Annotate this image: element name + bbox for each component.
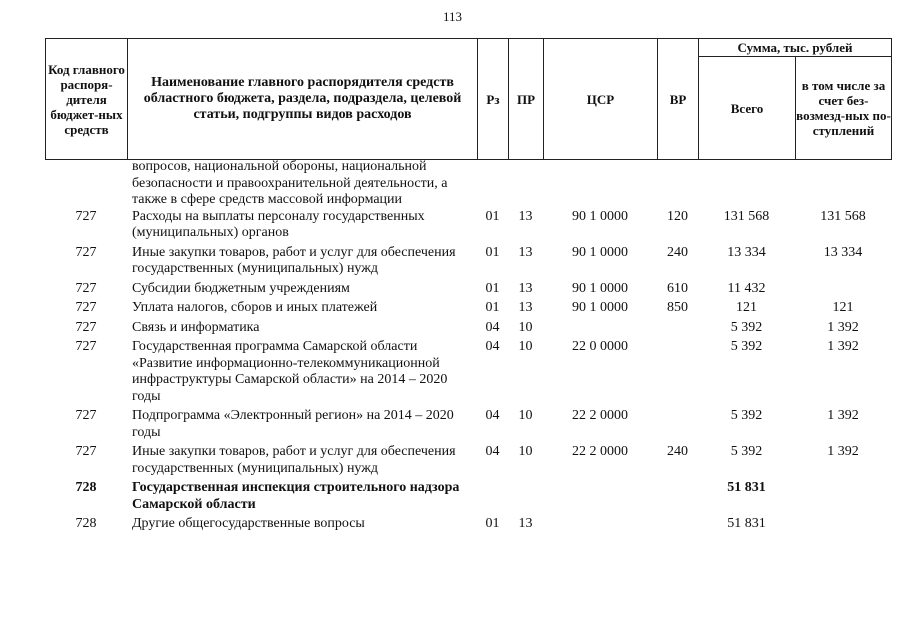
table-row bbox=[45, 281, 891, 301]
table-row bbox=[45, 339, 891, 408]
table-row bbox=[45, 444, 891, 480]
budget-table bbox=[45, 159, 891, 536]
cell-total: 5 392 bbox=[730, 319, 763, 335]
cell-rz: 04 bbox=[485, 339, 500, 354]
cell-csr: 22 2 0000 bbox=[572, 444, 628, 459]
cell-code: 727 bbox=[75, 300, 97, 315]
header-name: Наименование главного распорядителя средств областного бюджета, раздела, подраздела, целевой статьи, подгруппы видов расходов bbox=[128, 39, 478, 160]
cell-name: вопросов, национальной обороны, национальной безопасности и правоохранительной деятельности, а также в сфере средств массовой информации bbox=[132, 159, 448, 207]
cell-total: 5 392 bbox=[730, 444, 763, 459]
cell-free: 1 392 bbox=[827, 319, 859, 335]
cell-csr bbox=[543, 159, 657, 209]
cell-free: 1 392 bbox=[827, 339, 859, 354]
cell-free bbox=[795, 516, 891, 536]
cell-code: 727 bbox=[75, 339, 97, 354]
cell-name: Государственная инспекция строительного надзора Самарской области bbox=[132, 480, 460, 512]
cell-pr: 13 bbox=[518, 300, 533, 315]
header-total: Всего bbox=[699, 57, 796, 160]
cell-pr: 13 bbox=[518, 516, 533, 531]
cell-vr: 240 bbox=[667, 244, 688, 260]
cell-vr: 850 bbox=[667, 300, 688, 315]
cell-total bbox=[698, 159, 795, 209]
cell-name: Расходы на выплаты персоналу государственных (муниципальных) органов bbox=[132, 208, 425, 240]
cell-free: 1 392 bbox=[827, 444, 859, 459]
cell-code: 727 bbox=[75, 244, 97, 260]
page-number: 113 bbox=[442, 9, 463, 24]
header-code: Код главного распоря-дителя бюджет-ных средств bbox=[46, 39, 128, 160]
table-row bbox=[45, 516, 891, 536]
cell-pr: 10 bbox=[518, 408, 533, 423]
cell-rz: 01 bbox=[485, 244, 500, 260]
cell-name: Подпрограмма «Электронный регион» на 2014 – 2020 годы bbox=[132, 408, 454, 440]
cell-pr: 13 bbox=[518, 208, 533, 224]
cell-vr bbox=[657, 480, 698, 516]
cell-csr: 22 0 0000 bbox=[572, 339, 628, 354]
cell-csr: 22 2 0000 bbox=[572, 408, 628, 423]
cell-rz: 04 bbox=[485, 444, 500, 459]
cell-name: Связь и информатика bbox=[132, 319, 260, 335]
cell-total: 131 568 bbox=[723, 208, 770, 224]
cell-pr: 13 bbox=[518, 244, 533, 260]
cell-pr: 10 bbox=[518, 444, 533, 459]
table-row bbox=[45, 408, 891, 444]
cell-pr bbox=[508, 159, 543, 209]
cell-free: 131 568 bbox=[820, 208, 866, 224]
cell-total: 5 392 bbox=[730, 339, 763, 354]
cell-name: Уплата налогов, сборов и иных платежей bbox=[132, 300, 378, 315]
cell-code: 727 bbox=[75, 444, 97, 459]
cell-total: 5 392 bbox=[730, 408, 763, 423]
cell-csr: 90 1 0000 bbox=[572, 208, 628, 224]
cell-vr bbox=[657, 159, 698, 209]
header-free: в том числе за счет без-возмезд-ных по-ступлений bbox=[796, 57, 892, 160]
cell-total: 51 831 bbox=[727, 516, 766, 531]
cell-free bbox=[795, 159, 891, 209]
cell-name: Иные закупки товаров, работ и услуг для обеспечения государственных (муниципальных) нужд bbox=[132, 244, 456, 276]
cell-code: 727 bbox=[75, 319, 97, 335]
cell-rz: 01 bbox=[485, 300, 500, 315]
cell-code: 727 bbox=[75, 280, 97, 296]
cell-csr bbox=[543, 480, 657, 516]
cell-code bbox=[45, 159, 127, 209]
cell-name: Иные закупки товаров, работ и услуг для обеспечения государственных (муниципальных) нужд bbox=[132, 444, 456, 476]
cell-name: Субсидии бюджетным учреждениям bbox=[132, 280, 350, 296]
table-row bbox=[45, 159, 891, 209]
cell-code: 728 bbox=[75, 480, 97, 495]
header-vr: ВР bbox=[658, 39, 699, 160]
cell-rz bbox=[477, 159, 508, 209]
cell-total: 51 831 bbox=[727, 480, 766, 495]
cell-rz: 01 bbox=[485, 516, 500, 531]
cell-pr: 13 bbox=[518, 280, 533, 296]
cell-rz bbox=[477, 480, 508, 516]
cell-pr bbox=[508, 480, 543, 516]
cell-vr: 240 bbox=[667, 444, 688, 459]
cell-csr: 90 1 0000 bbox=[572, 300, 628, 315]
cell-rz: 04 bbox=[485, 408, 500, 423]
table-row bbox=[45, 320, 891, 340]
table-row bbox=[45, 480, 891, 516]
header-sum: Сумма, тыс. рублей bbox=[699, 39, 892, 57]
cell-total: 121 bbox=[736, 300, 757, 315]
cell-vr: 120 bbox=[667, 208, 688, 224]
cell-free bbox=[795, 480, 891, 516]
table-row bbox=[45, 245, 891, 281]
cell-csr: 90 1 0000 bbox=[572, 244, 628, 260]
cell-code: 727 bbox=[75, 408, 97, 423]
cell-vr bbox=[657, 339, 698, 408]
cell-code: 727 bbox=[75, 208, 97, 224]
cell-csr: 90 1 0000 bbox=[572, 280, 628, 296]
cell-free: 121 bbox=[832, 300, 854, 315]
table-header bbox=[45, 38, 892, 160]
table-row bbox=[45, 300, 891, 320]
cell-name: Государственная программа Самарской области «Развитие информационно-телекоммуникационной инфраструктуры Самарской области» на 2014 – 2020 годы bbox=[132, 339, 448, 404]
cell-vr bbox=[657, 408, 698, 444]
cell-vr bbox=[657, 516, 698, 536]
cell-pr: 10 bbox=[518, 319, 533, 335]
cell-rz: 04 bbox=[485, 319, 500, 335]
cell-vr bbox=[657, 320, 698, 340]
cell-free bbox=[795, 281, 891, 301]
header-rz: Рз bbox=[478, 39, 509, 160]
cell-pr: 10 bbox=[518, 339, 533, 354]
header-csr: ЦСР bbox=[544, 39, 658, 160]
cell-csr bbox=[543, 320, 657, 340]
header-pr: ПР bbox=[509, 39, 544, 160]
cell-name: Другие общегосударственные вопросы bbox=[132, 516, 365, 531]
cell-csr bbox=[543, 516, 657, 536]
cell-code: 728 bbox=[75, 516, 97, 531]
cell-rz: 01 bbox=[485, 208, 500, 224]
cell-total: 11 432 bbox=[727, 280, 766, 296]
cell-rz: 01 bbox=[485, 280, 500, 296]
cell-total: 13 334 bbox=[727, 244, 766, 260]
table-row bbox=[45, 209, 891, 245]
cell-vr: 610 bbox=[667, 280, 688, 296]
cell-free: 13 334 bbox=[823, 244, 863, 260]
cell-free: 1 392 bbox=[827, 408, 859, 423]
